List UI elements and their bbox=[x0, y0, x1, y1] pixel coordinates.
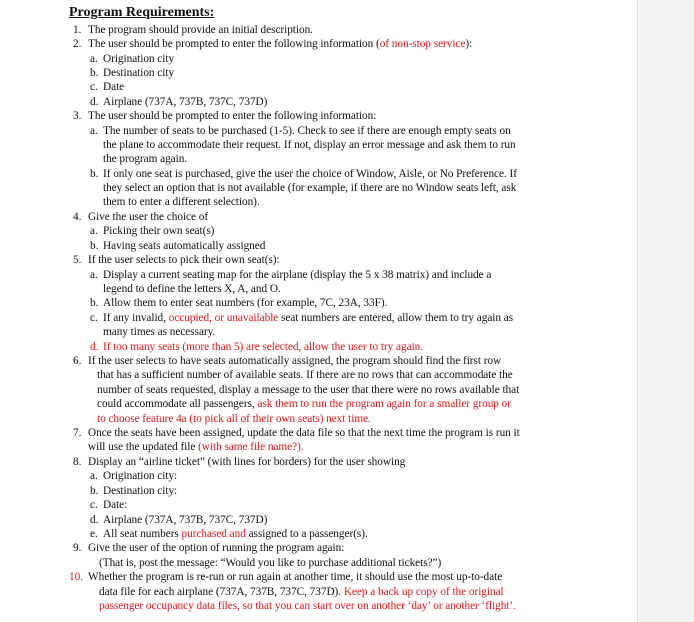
item-marker: 6. bbox=[73, 355, 82, 367]
item-marker: 7. bbox=[73, 427, 82, 439]
text-run: seat numbers are entered, allow them to try again as bbox=[278, 312, 514, 324]
text-run: The program should provide an initial description. bbox=[88, 24, 313, 36]
requirement-line bbox=[88, 24, 313, 37]
item-marker: d. bbox=[90, 514, 99, 526]
requirement-line bbox=[103, 81, 124, 94]
requirement-line bbox=[103, 297, 387, 310]
text-run: (That is, post the message: “Would you like to purchase additional tickets?”) bbox=[99, 557, 442, 569]
requirement-line bbox=[103, 67, 174, 80]
highlighted-text: to choose feature 4a (to pick all of their own seats) next time. bbox=[97, 413, 371, 425]
text-run: them to enter a different selection). bbox=[103, 196, 260, 208]
item-marker: 10. bbox=[69, 571, 83, 583]
requirement-line bbox=[97, 413, 371, 426]
requirement-line bbox=[103, 326, 215, 339]
text-run: If any invalid, bbox=[103, 312, 169, 324]
item-marker: a. bbox=[90, 225, 98, 237]
highlighted-text: (with same file name?). bbox=[198, 441, 304, 453]
item-marker: 1. bbox=[73, 24, 82, 36]
highlighted-text: ask them to run the program again for a smaller group or bbox=[257, 398, 511, 410]
text-run: ): bbox=[465, 38, 473, 50]
requirement-line bbox=[88, 441, 304, 454]
requirement-line bbox=[103, 470, 177, 483]
text-run: the plane to accommodate their request. If not, display an error message and ask them to run bbox=[103, 139, 516, 151]
text-run: Display an “airline ticket” (with lines for borders) for the user showing bbox=[88, 456, 406, 468]
item-marker: 5. bbox=[73, 254, 82, 266]
text-run: Display a current seating map for the airplane (display the 5 x 38 matrix) and include a bbox=[103, 269, 492, 281]
text-run: Destination city bbox=[103, 67, 175, 79]
text-run: will use the updated file bbox=[88, 441, 199, 453]
item-marker: b. bbox=[90, 67, 99, 79]
item-marker: 3. bbox=[73, 110, 82, 122]
text-run: Give the user the choice of bbox=[88, 211, 209, 223]
text-run: Origination city bbox=[103, 53, 175, 65]
requirement-line bbox=[103, 485, 177, 498]
requirement-line bbox=[99, 600, 516, 613]
requirement-line bbox=[97, 384, 519, 397]
item-marker: a. bbox=[90, 470, 98, 482]
text-run: Once the seats have been assigned, update the data file so that the next time the program is run it bbox=[88, 427, 520, 439]
requirement-line bbox=[88, 355, 501, 368]
highlighted-text: Keep a back up copy of the original bbox=[343, 586, 504, 598]
text-run: The user should be prompted to enter the following information ( bbox=[88, 38, 380, 50]
requirement-line bbox=[97, 369, 513, 382]
text-run: Date bbox=[103, 81, 125, 93]
item-marker: 9. bbox=[73, 542, 82, 554]
requirement-line bbox=[103, 139, 516, 152]
requirement-line bbox=[88, 254, 280, 267]
item-marker: a. bbox=[90, 53, 98, 65]
text-run: Give the user of the option of running the program again: bbox=[88, 542, 345, 554]
text-run: many times as necessary. bbox=[103, 326, 216, 338]
item-marker: a. bbox=[90, 269, 98, 281]
item-marker: b. bbox=[90, 485, 99, 497]
item-marker: e. bbox=[90, 528, 98, 540]
item-marker: d. bbox=[90, 341, 99, 353]
requirement-line bbox=[103, 153, 187, 166]
highlighted-text: of non-stop service bbox=[379, 38, 466, 50]
text-run: Airplane (737A, 737B, 737C, 737D) bbox=[103, 514, 268, 526]
item-marker: c. bbox=[90, 81, 98, 93]
text-run: All seat numbers bbox=[103, 528, 182, 540]
text-run: Origination city: bbox=[103, 470, 178, 482]
requirement-line bbox=[99, 586, 504, 599]
requirement-line bbox=[88, 110, 376, 123]
text-run: Destination city: bbox=[103, 485, 178, 497]
text-run: the program again. bbox=[103, 153, 188, 165]
requirement-line bbox=[103, 53, 174, 66]
item-marker: a. bbox=[90, 125, 98, 137]
text-run: data file for each airplane (737A, 737B, 737C, 737D). bbox=[99, 586, 344, 598]
requirement-line bbox=[88, 211, 208, 224]
requirement-line bbox=[103, 125, 511, 138]
requirement-line bbox=[103, 182, 516, 195]
requirement-line bbox=[103, 240, 265, 253]
requirement-line bbox=[103, 269, 491, 282]
item-marker: 2. bbox=[73, 38, 82, 50]
requirement-line bbox=[103, 168, 517, 181]
requirement-line bbox=[88, 542, 344, 555]
requirement-line bbox=[103, 196, 260, 209]
text-run: The user should be prompted to enter the following information: bbox=[88, 110, 377, 122]
text-run: legend to define the letters X, A, and O. bbox=[103, 283, 281, 295]
requirement-line bbox=[99, 557, 441, 570]
text-run: could accommodate all passengers, bbox=[97, 398, 258, 410]
highlighted-text: passenger occupancy data files, so that you can start over on another ‘day’ or another ‘flight’. bbox=[99, 600, 516, 612]
text-run: Date: bbox=[103, 499, 128, 511]
item-marker: 8. bbox=[73, 456, 82, 468]
highlighted-text: occupied, or unavailable bbox=[168, 312, 279, 324]
text-run: If only one seat is purchased, give the user the choice of Window, Aisle, or No Preference. If bbox=[103, 168, 517, 180]
text-run: If the user selects to have seats automatically assigned, the program should find the first row bbox=[88, 355, 502, 367]
requirement-line bbox=[88, 456, 405, 469]
item-marker: d. bbox=[90, 96, 99, 108]
requirement-line bbox=[103, 499, 127, 512]
item-marker: c. bbox=[90, 312, 98, 324]
text-run: Picking their own seat(s) bbox=[103, 225, 215, 237]
text-run: The number of seats to be purchased (1-5). Check to see if there are enough empty seats on bbox=[103, 125, 511, 137]
text-run: that has a sufficient number of available seats. If there are no rows that can accommodate the bbox=[97, 369, 513, 381]
highlighted-text: purchased and bbox=[181, 528, 246, 540]
requirement-line bbox=[103, 341, 423, 354]
requirement-line bbox=[97, 398, 511, 411]
item-marker: b. bbox=[90, 240, 99, 252]
page-title: Program Requirements: bbox=[69, 5, 215, 20]
requirement-line bbox=[88, 571, 502, 584]
text-run: number of seats requested, display a message to the user that there were no rows available that bbox=[97, 384, 520, 396]
requirement-line bbox=[88, 427, 520, 440]
text-run: assigned to a passenger(s). bbox=[245, 528, 368, 540]
requirement-line bbox=[103, 312, 513, 325]
item-marker: b. bbox=[90, 297, 99, 309]
requirement-line bbox=[103, 283, 281, 296]
text-run: Allow them to enter seat numbers (for example, 7C, 23A, 33F). bbox=[103, 297, 388, 309]
item-marker: b. bbox=[90, 168, 99, 180]
requirement-line bbox=[103, 225, 214, 238]
requirement-line bbox=[103, 96, 267, 109]
item-marker: 4. bbox=[73, 211, 82, 223]
text-run: Airplane (737A, 737B, 737C, 737D) bbox=[103, 96, 268, 108]
text-run: If the user selects to pick their own seat(s): bbox=[88, 254, 280, 266]
text-run: they select an option that is not available (for example, if there are no Window seats left, ask bbox=[103, 182, 517, 194]
text-run: Having seats automatically assigned bbox=[103, 240, 266, 252]
item-marker: c. bbox=[90, 499, 98, 511]
requirement-line bbox=[103, 528, 368, 541]
requirement-line bbox=[88, 38, 472, 51]
requirement-line bbox=[103, 514, 267, 527]
text-run: Whether the program is re-run or run again at another time, it should use the most up-to-date bbox=[88, 571, 503, 583]
side-panel bbox=[637, 0, 694, 622]
highlighted-text: If too many seats (more than 5) are selected, allow the user to try again. bbox=[103, 341, 424, 353]
